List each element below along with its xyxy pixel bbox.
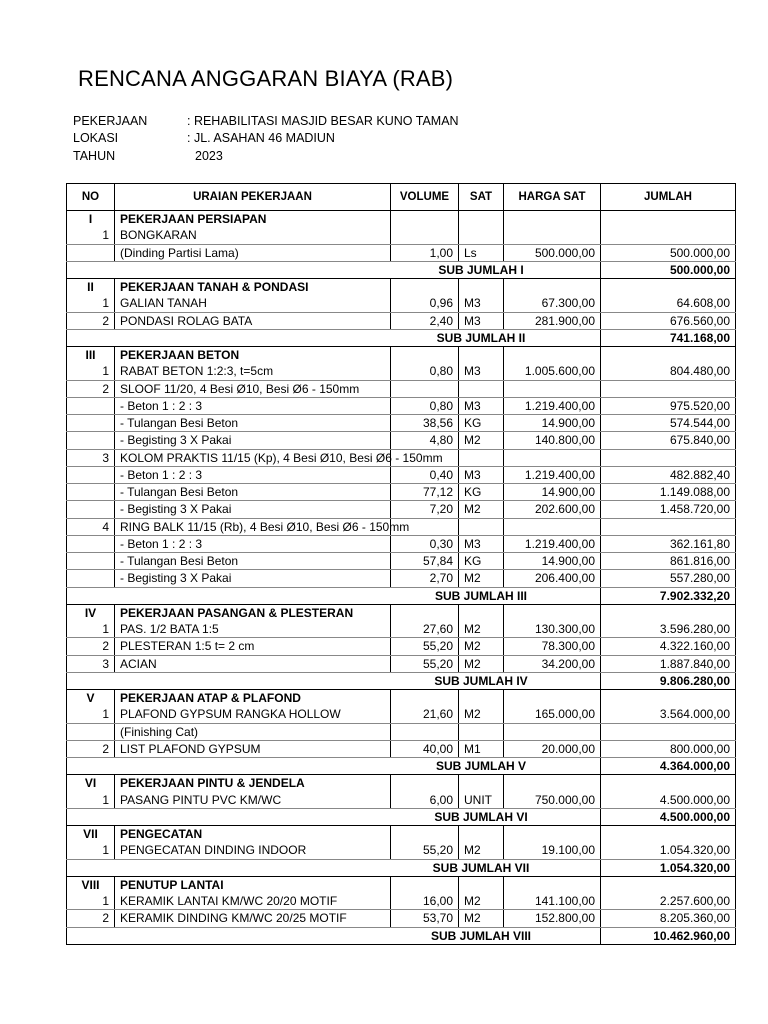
- item-total: 500.000,00: [601, 244, 736, 261]
- item-unit: M2: [459, 655, 504, 672]
- item-total: 1.054.320,00: [601, 842, 736, 859]
- item-number: [67, 553, 115, 570]
- empty-cell: [504, 279, 601, 296]
- item-volume: 40,00: [391, 740, 459, 757]
- item-total: 574.544,00: [601, 415, 736, 432]
- item-unit: M2: [459, 621, 504, 638]
- item-unit-price: [504, 723, 601, 740]
- item-description: ACIAN: [115, 655, 391, 672]
- item-number: 1: [67, 706, 115, 723]
- section-title: PEKERJAAN PASANGAN & PLESTERAN: [115, 604, 391, 621]
- section-header-row: [67, 775, 736, 792]
- item-description: (Dinding Partisi Lama): [115, 244, 391, 261]
- section-title: PENGECATAN: [115, 826, 391, 843]
- subtotal-value: 4.500.000,00: [601, 808, 736, 825]
- empty-cell: [601, 604, 736, 621]
- item-total: 8.205.360,00: [601, 910, 736, 927]
- empty-cell: [504, 876, 601, 893]
- rab-table: [66, 183, 736, 945]
- item-volume: 27,60: [391, 621, 459, 638]
- section-number: I: [67, 211, 115, 228]
- item-volume: 38,56: [391, 415, 459, 432]
- meta-value: : REHABILITASI MASJID BESAR KUNO TAMAN: [187, 114, 459, 128]
- item-number: 1: [67, 792, 115, 809]
- item-volume: 2,70: [391, 570, 459, 587]
- table-row: [67, 893, 736, 910]
- empty-cell: [391, 604, 459, 621]
- section-number: VI: [67, 775, 115, 792]
- item-unit-price: 14.900,00: [504, 415, 601, 432]
- document-title: RENCANA ANGGARAN BIAYA (RAB): [78, 66, 454, 91]
- item-unit: [459, 380, 504, 397]
- item-unit: M3: [459, 466, 504, 483]
- item-volume: [391, 723, 459, 740]
- item-number: [67, 415, 115, 432]
- item-description: LIST PLAFOND GYPSUM: [115, 740, 391, 757]
- item-unit: M2: [459, 501, 504, 518]
- item-description: PLESTERAN 1:5 t= 2 cm: [115, 638, 391, 655]
- section-number: IV: [67, 604, 115, 621]
- table-row: [67, 570, 736, 587]
- empty-cell: [504, 211, 601, 228]
- table-row: [67, 706, 736, 723]
- item-total: 482.882,40: [601, 466, 736, 483]
- item-unit: Ls: [459, 244, 504, 261]
- item-unit: [459, 723, 504, 740]
- meta-value: 2023: [195, 149, 223, 163]
- item-number: 3: [67, 449, 115, 466]
- item-unit-price: 1.219.400,00: [504, 397, 601, 414]
- item-total: [601, 723, 736, 740]
- empty-cell: [504, 347, 601, 364]
- item-unit-price: 206.400,00: [504, 570, 601, 587]
- item-total: 362.161,80: [601, 535, 736, 552]
- subtotal-label: SUB JUMLAH III: [67, 587, 601, 604]
- table-row: [67, 553, 736, 570]
- table-row: [67, 740, 736, 757]
- item-description: KOLOM PRAKTIS 11/15 (Kp), 4 Besi Ø10, Besi Ø6 - 150mm: [115, 449, 391, 466]
- item-volume: 53,70: [391, 910, 459, 927]
- item-unit: UNIT: [459, 792, 504, 809]
- item-description: KERAMIK DINDING KM/WC 20/25 MOTIF: [115, 910, 391, 927]
- item-unit-price: 19.100,00: [504, 842, 601, 859]
- table-row: [67, 621, 736, 638]
- item-unit-price: 1.219.400,00: [504, 535, 601, 552]
- item-description: PLAFOND GYPSUM RANGKA HOLLOW: [115, 706, 391, 723]
- table-row: [67, 227, 736, 244]
- section-header-row: [67, 604, 736, 621]
- item-number: [67, 397, 115, 414]
- item-total: 975.520,00: [601, 397, 736, 414]
- item-unit-price: 14.900,00: [504, 553, 601, 570]
- item-number: [67, 570, 115, 587]
- section-title: PEKERJAAN PERSIAPAN: [115, 211, 391, 228]
- item-unit-price: [504, 518, 601, 535]
- table-row: [67, 484, 736, 501]
- item-unit-price: 750.000,00: [504, 792, 601, 809]
- empty-cell: [504, 604, 601, 621]
- table-body: [67, 211, 736, 945]
- item-number: [67, 484, 115, 501]
- item-unit: M2: [459, 706, 504, 723]
- item-total: [601, 227, 736, 244]
- empty-cell: [459, 347, 504, 364]
- item-unit-price: [504, 227, 601, 244]
- item-total: [601, 518, 736, 535]
- item-description: - Tulangan Besi Beton: [115, 415, 391, 432]
- item-volume: 55,20: [391, 655, 459, 672]
- item-number: 1: [67, 363, 115, 380]
- section-title: PEKERJAAN PINTU & JENDELA: [115, 775, 391, 792]
- item-number: [67, 501, 115, 518]
- item-total: 64.608,00: [601, 295, 736, 312]
- subtotal-row: [67, 927, 736, 944]
- section-title: PENUTUP LANTAI: [115, 876, 391, 893]
- item-volume: 2,40: [391, 312, 459, 329]
- subtotal-label: SUB JUMLAH IV: [67, 672, 601, 689]
- item-unit: M2: [459, 432, 504, 449]
- item-total: 2.257.600,00: [601, 893, 736, 910]
- table-row: [67, 244, 736, 261]
- table-row: [67, 638, 736, 655]
- item-number: 2: [67, 910, 115, 927]
- subtotal-label: SUB JUMLAH II: [67, 329, 601, 346]
- item-volume: 77,12: [391, 484, 459, 501]
- item-description: SLOOF 11/20, 4 Besi Ø10, Besi Ø6 - 150mm: [115, 380, 391, 397]
- item-unit: M3: [459, 397, 504, 414]
- item-volume: [391, 380, 459, 397]
- table-row: [67, 397, 736, 414]
- section-header-row: [67, 690, 736, 707]
- item-unit-price: [504, 380, 601, 397]
- item-unit: [459, 449, 504, 466]
- item-volume: 0,30: [391, 535, 459, 552]
- item-number: 2: [67, 740, 115, 757]
- item-unit-price: 130.300,00: [504, 621, 601, 638]
- meta-value: : JL. ASAHAN 46 MADIUN: [187, 131, 335, 145]
- empty-cell: [459, 690, 504, 707]
- item-unit-price: 14.900,00: [504, 484, 601, 501]
- item-total: [601, 380, 736, 397]
- subtotal-label: SUB JUMLAH VIII: [67, 927, 601, 944]
- item-unit: KG: [459, 415, 504, 432]
- item-number: [67, 244, 115, 261]
- subtotal-label: SUB JUMLAH VII: [67, 859, 601, 876]
- item-total: 676.560,00: [601, 312, 736, 329]
- item-total: 3.564.000,00: [601, 706, 736, 723]
- empty-cell: [391, 775, 459, 792]
- subtotal-row: [67, 329, 736, 346]
- subtotal-value: 1.054.320,00: [601, 859, 736, 876]
- item-total: 4.500.000,00: [601, 792, 736, 809]
- table-row: [67, 466, 736, 483]
- subtotal-value: 10.462.960,00: [601, 927, 736, 944]
- subtotal-row: [67, 859, 736, 876]
- empty-cell: [459, 279, 504, 296]
- item-number: 1: [67, 893, 115, 910]
- item-volume: 55,20: [391, 842, 459, 859]
- item-total: 557.280,00: [601, 570, 736, 587]
- item-unit: KG: [459, 553, 504, 570]
- item-volume: 55,20: [391, 638, 459, 655]
- item-volume: 0,96: [391, 295, 459, 312]
- item-description: BONGKARAN: [115, 227, 391, 244]
- item-total: 3.596.280,00: [601, 621, 736, 638]
- table-row: [67, 792, 736, 809]
- subtotal-row: [67, 672, 736, 689]
- item-unit: [459, 227, 504, 244]
- table-row: [67, 535, 736, 552]
- item-volume: 0,80: [391, 397, 459, 414]
- item-unit-price: 34.200,00: [504, 655, 601, 672]
- subtotal-value: 500.000,00: [601, 261, 736, 278]
- empty-cell: [459, 826, 504, 843]
- empty-cell: [601, 690, 736, 707]
- section-header-row: [67, 211, 736, 228]
- table-row: [67, 910, 736, 927]
- item-description: - Begisting 3 X Pakai: [115, 501, 391, 518]
- empty-cell: [504, 826, 601, 843]
- header-jumlah: JUMLAH: [601, 184, 736, 211]
- item-description: - Begisting 3 X Pakai: [115, 570, 391, 587]
- empty-cell: [391, 826, 459, 843]
- item-total: 804.480,00: [601, 363, 736, 380]
- section-header-row: [67, 279, 736, 296]
- meta-label: LOKASI: [73, 131, 119, 145]
- item-volume: 0,40: [391, 466, 459, 483]
- item-unit: M2: [459, 842, 504, 859]
- empty-cell: [504, 690, 601, 707]
- item-unit: M3: [459, 363, 504, 380]
- item-unit: M2: [459, 893, 504, 910]
- empty-cell: [601, 775, 736, 792]
- item-volume: 57,84: [391, 553, 459, 570]
- empty-cell: [601, 211, 736, 228]
- item-unit-price: 141.100,00: [504, 893, 601, 910]
- item-unit: M3: [459, 312, 504, 329]
- item-volume: 6,00: [391, 792, 459, 809]
- table-row: [67, 655, 736, 672]
- item-number: 2: [67, 638, 115, 655]
- empty-cell: [391, 690, 459, 707]
- item-description: - Beton 1 : 2 : 3: [115, 397, 391, 414]
- subtotal-label: SUB JUMLAH V: [67, 758, 601, 775]
- empty-cell: [601, 347, 736, 364]
- item-unit-price: 152.800,00: [504, 910, 601, 927]
- item-number: [67, 466, 115, 483]
- table-row: [67, 380, 736, 397]
- empty-cell: [391, 347, 459, 364]
- table-row: [67, 363, 736, 380]
- item-description: RABAT BETON 1:2:3, t=5cm: [115, 363, 391, 380]
- empty-cell: [459, 604, 504, 621]
- empty-cell: [391, 211, 459, 228]
- table-row: [67, 295, 736, 312]
- table-row: [67, 415, 736, 432]
- empty-cell: [459, 876, 504, 893]
- table-row: [67, 501, 736, 518]
- section-header-row: [67, 876, 736, 893]
- header-sat: SAT: [459, 184, 504, 211]
- item-volume: 0,80: [391, 363, 459, 380]
- item-total: 675.840,00: [601, 432, 736, 449]
- subtotal-value: 741.168,00: [601, 329, 736, 346]
- header-harga: HARGA SAT: [504, 184, 601, 211]
- item-unit-price: 67.300,00: [504, 295, 601, 312]
- item-unit-price: 500.000,00: [504, 244, 601, 261]
- item-description: - Beton 1 : 2 : 3: [115, 466, 391, 483]
- table-row: [67, 842, 736, 859]
- meta-label: PEKERJAAN: [73, 114, 148, 128]
- empty-cell: [459, 775, 504, 792]
- meta-label: TAHUN: [73, 149, 116, 163]
- item-total: 800.000,00: [601, 740, 736, 757]
- item-number: 1: [67, 621, 115, 638]
- item-description: KERAMIK LANTAI KM/WC 20/20 MOTIF: [115, 893, 391, 910]
- section-header-row: [67, 347, 736, 364]
- item-unit: M2: [459, 910, 504, 927]
- item-unit: KG: [459, 484, 504, 501]
- item-volume: 21,60: [391, 706, 459, 723]
- section-number: II: [67, 279, 115, 296]
- item-number: 1: [67, 227, 115, 244]
- item-unit: [459, 518, 504, 535]
- item-description: RING BALK 11/15 (Rb), 4 Besi Ø10, Besi Ø6 - 150mm: [115, 518, 391, 535]
- subtotal-value: 4.364.000,00: [601, 758, 736, 775]
- empty-cell: [601, 826, 736, 843]
- item-unit-price: 140.800,00: [504, 432, 601, 449]
- item-number: 2: [67, 380, 115, 397]
- item-unit-price: 20.000,00: [504, 740, 601, 757]
- item-volume: 7,20: [391, 501, 459, 518]
- empty-cell: [601, 876, 736, 893]
- header-volume: VOLUME: [391, 184, 459, 211]
- item-description: GALIAN TANAH: [115, 295, 391, 312]
- section-title: PEKERJAAN TANAH & PONDASI: [115, 279, 391, 296]
- item-total: 1.149.088,00: [601, 484, 736, 501]
- item-total: [601, 449, 736, 466]
- subtotal-value: 7.902.332,20: [601, 587, 736, 604]
- subtotal-label: SUB JUMLAH VI: [67, 808, 601, 825]
- item-volume: [391, 227, 459, 244]
- item-number: 1: [67, 295, 115, 312]
- item-unit: M3: [459, 535, 504, 552]
- header-no: NO: [67, 184, 115, 211]
- table-row: [67, 723, 736, 740]
- empty-cell: [391, 876, 459, 893]
- item-unit: M1: [459, 740, 504, 757]
- item-number: [67, 723, 115, 740]
- section-number: V: [67, 690, 115, 707]
- table-header: [67, 184, 736, 211]
- subtotal-row: [67, 758, 736, 775]
- item-total: 4.322.160,00: [601, 638, 736, 655]
- section-title: PEKERJAAN ATAP & PLAFOND: [115, 690, 391, 707]
- item-total: 1.458.720,00: [601, 501, 736, 518]
- item-number: [67, 432, 115, 449]
- item-description: PENGECATAN DINDING INDOOR: [115, 842, 391, 859]
- item-number: 1: [67, 842, 115, 859]
- item-unit: M2: [459, 638, 504, 655]
- item-description: PASANG PINTU PVC KM/WC: [115, 792, 391, 809]
- item-description: (Finishing Cat): [115, 723, 391, 740]
- subtotal-label: SUB JUMLAH I: [67, 261, 601, 278]
- item-number: 4: [67, 518, 115, 535]
- section-number: VII: [67, 826, 115, 843]
- item-description: PONDASI ROLAG BATA: [115, 312, 391, 329]
- item-unit-price: 165.000,00: [504, 706, 601, 723]
- item-description: - Tulangan Besi Beton: [115, 484, 391, 501]
- item-description: PAS. 1/2 BATA 1:5: [115, 621, 391, 638]
- table-row: [67, 518, 736, 535]
- item-unit-price: 1.219.400,00: [504, 466, 601, 483]
- subtotal-value: 9.806.280,00: [601, 672, 736, 689]
- item-number: 2: [67, 312, 115, 329]
- item-unit: M3: [459, 295, 504, 312]
- subtotal-row: [67, 587, 736, 604]
- item-unit-price: 78.300,00: [504, 638, 601, 655]
- item-description: - Begisting 3 X Pakai: [115, 432, 391, 449]
- empty-cell: [504, 775, 601, 792]
- item-description: - Tulangan Besi Beton: [115, 553, 391, 570]
- item-unit: M2: [459, 570, 504, 587]
- table-row: [67, 449, 736, 466]
- table-row: [67, 432, 736, 449]
- item-unit-price: 1.005.600,00: [504, 363, 601, 380]
- item-total: 861.816,00: [601, 553, 736, 570]
- item-number: 3: [67, 655, 115, 672]
- item-volume: 16,00: [391, 893, 459, 910]
- item-total: 1.887.840,00: [601, 655, 736, 672]
- subtotal-row: [67, 808, 736, 825]
- item-unit-price: 202.600,00: [504, 501, 601, 518]
- section-title: PEKERJAAN BETON: [115, 347, 391, 364]
- item-volume: 4,80: [391, 432, 459, 449]
- item-unit-price: 281.900,00: [504, 312, 601, 329]
- header-uraian: URAIAN PEKERJAAN: [115, 184, 391, 211]
- item-unit-price: [504, 449, 601, 466]
- table-row: [67, 312, 736, 329]
- subtotal-row: [67, 261, 736, 278]
- section-header-row: [67, 826, 736, 843]
- item-volume: 1,00: [391, 244, 459, 261]
- empty-cell: [601, 279, 736, 296]
- section-number: VIII: [67, 876, 115, 893]
- empty-cell: [391, 279, 459, 296]
- item-description: - Beton 1 : 2 : 3: [115, 535, 391, 552]
- section-number: III: [67, 347, 115, 364]
- item-number: [67, 535, 115, 552]
- empty-cell: [459, 211, 504, 228]
